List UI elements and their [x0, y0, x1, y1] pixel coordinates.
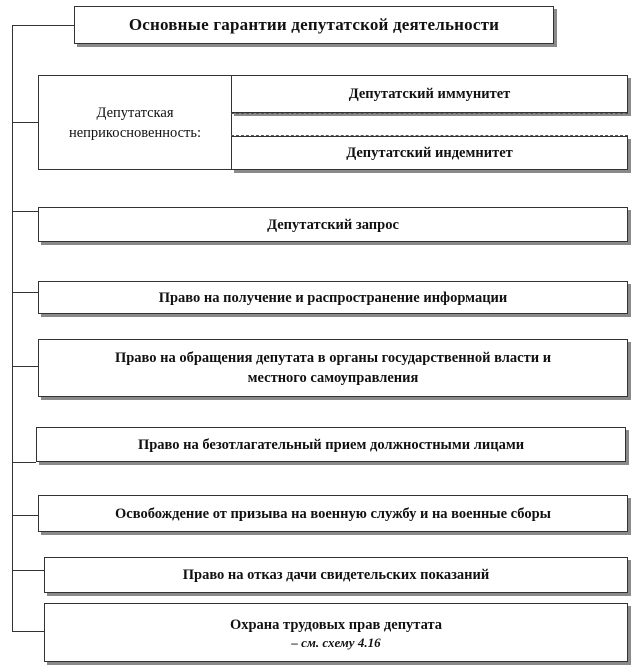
connector-immunity — [12, 122, 38, 123]
connector-testimony — [12, 570, 44, 571]
item-labor-note: – см. схему 4.16 — [291, 634, 381, 650]
item-request-label: Депутатский запрос — [267, 216, 399, 233]
connector-labor — [12, 631, 44, 632]
immunity-group-label: Депутатская неприкосновенность: — [68, 104, 202, 141]
item-reception — [36, 427, 626, 462]
item-information-label: Право на получение и распространение информации — [158, 289, 508, 306]
connector-appeals — [12, 366, 38, 367]
connector-reception — [12, 462, 36, 463]
immunity-group-box — [38, 75, 232, 170]
connector-request — [12, 211, 38, 212]
title-box — [74, 6, 554, 44]
item-reception-label: Право на безотлагательный прием должностными лицами — [137, 436, 525, 453]
item-labor — [44, 603, 628, 662]
item-military — [38, 495, 628, 532]
item-appeals — [38, 339, 628, 397]
item-military-label: Освобождение от призыва на военную службу и на военные сборы — [115, 505, 551, 522]
item-labor-label: Охрана трудовых прав депутата — [229, 616, 443, 633]
immunity-item-2 — [231, 136, 628, 170]
spine-line — [12, 25, 13, 632]
indemnity-label: Депутатский индемнитет — [346, 145, 513, 161]
immunity-label: Депутатский иммунитет — [348, 86, 511, 102]
immunity-item-1 — [231, 75, 628, 113]
immunity-divider-2 — [231, 135, 628, 136]
diagram-title: Основные гарантии депутатской деятельности — [128, 15, 500, 34]
item-testimony — [44, 557, 628, 593]
item-request — [38, 207, 628, 242]
connector-title — [12, 25, 74, 26]
item-testimony-label: Право на отказ дачи свидетельских показаний — [182, 567, 490, 583]
connector-information — [12, 292, 38, 293]
item-information — [38, 281, 628, 314]
item-appeals-label: Право на обращения депутата в органы государственной власти и местного самоуправления — [114, 350, 552, 386]
immunity-divider — [231, 113, 628, 114]
connector-military — [12, 515, 38, 516]
